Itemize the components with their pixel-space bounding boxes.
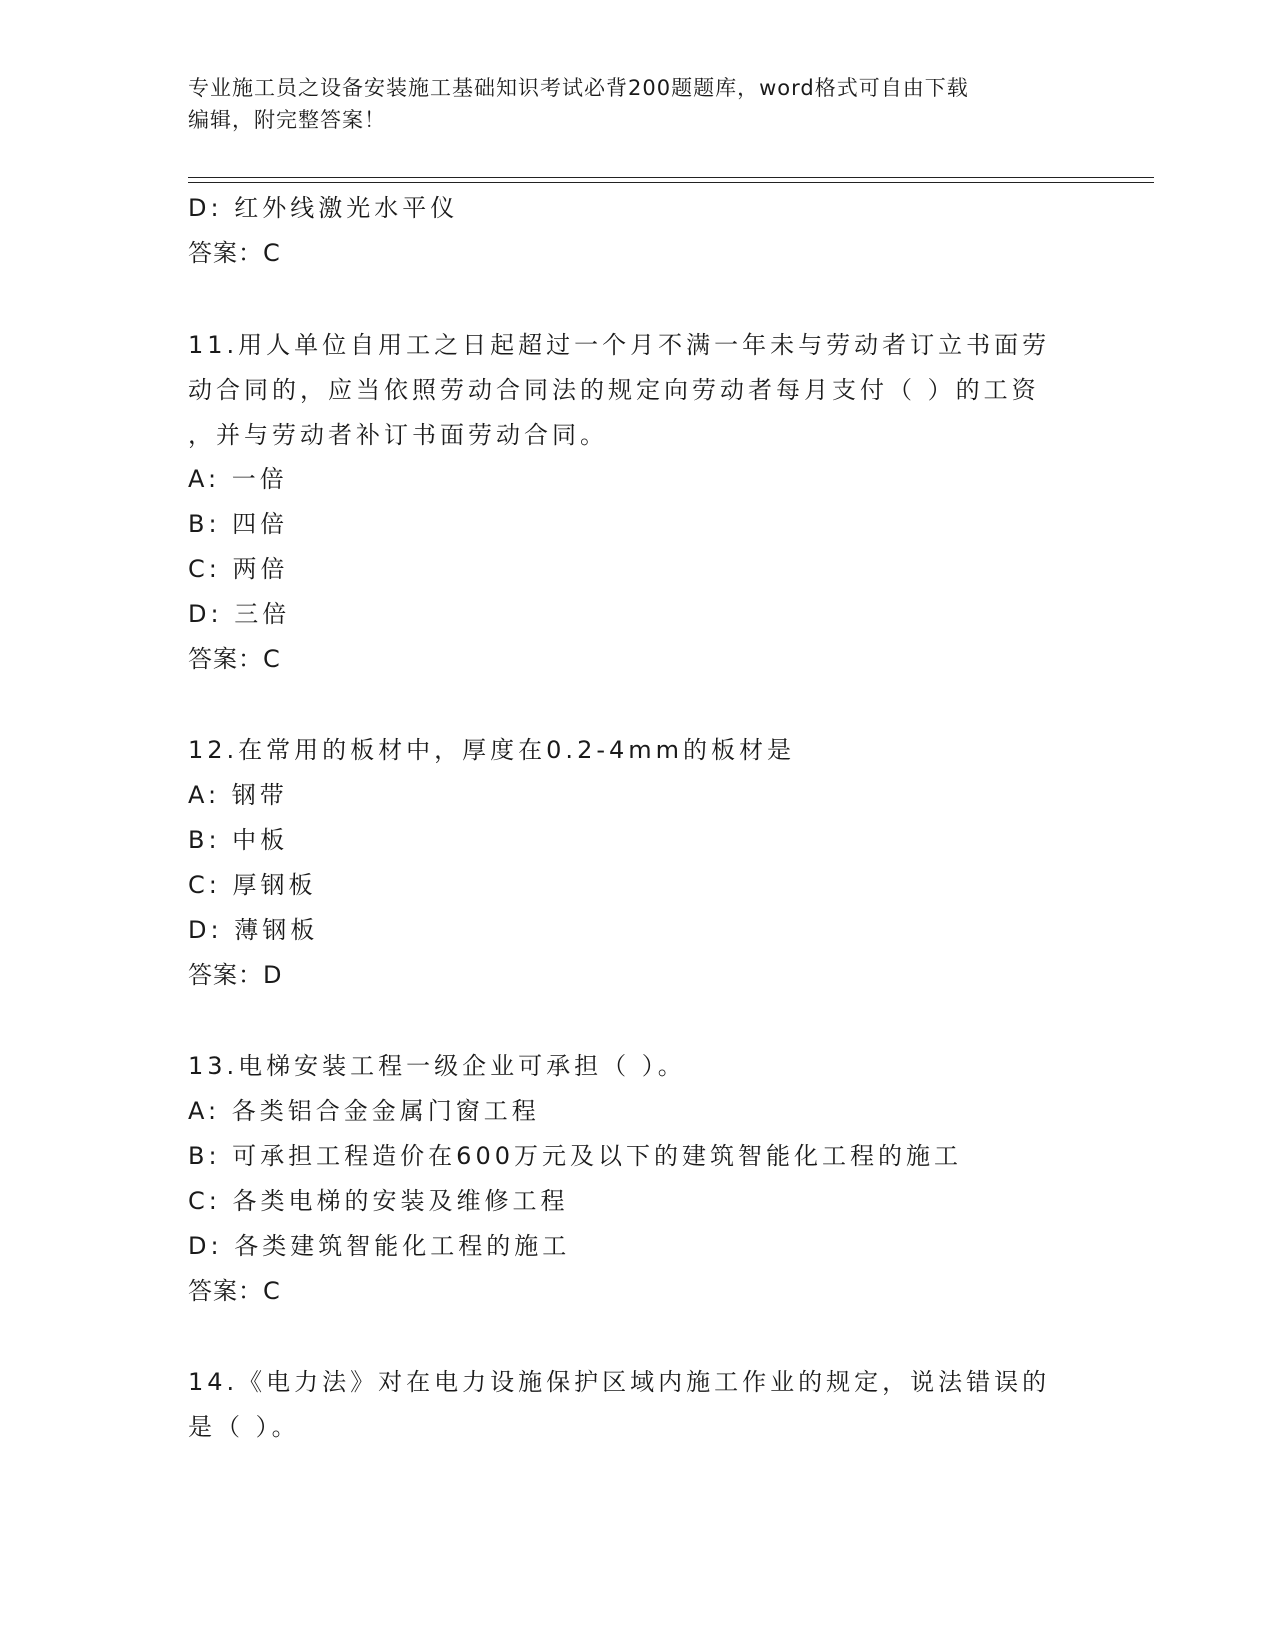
q14-question-line-2: 是（ ）。 xyxy=(188,1413,300,1441)
q10-option-d: D: 红外线激光水平仪 xyxy=(188,194,459,222)
q11-question-line-3: ，并与劳动者补订书面劳动合同。 xyxy=(188,421,608,449)
q12-option-a: A: 钢带 xyxy=(188,781,288,809)
q12-option-d: D: 薄钢板 xyxy=(188,916,319,944)
q11-option-c: C: 两倍 xyxy=(188,555,289,583)
q11-option-b: B: 四倍 xyxy=(188,510,289,538)
q13-option-b: B: 可承担工程造价在600万元及以下的建筑智能化工程的施工 xyxy=(188,1142,962,1170)
q14-question-line-1: 14.《电力法》对在电力设施保护区域内施工作业的规定，说法错误的 xyxy=(188,1368,1051,1396)
q11-option-a: A: 一倍 xyxy=(188,465,288,493)
q12-question: 12.在常用的板材中，厚度在0.2-4mm的板材是 xyxy=(188,736,796,764)
q11-option-d: D: 三倍 xyxy=(188,600,291,628)
document-header xyxy=(188,72,1088,136)
header-title-line-1: 专业施工员之设备安装施工基础知识考试必背200题题库，word格式可自由下载 xyxy=(188,76,969,100)
q11-question-line-1: 11.用人单位自用工之日起超过一个月不满一年未与劳动者订立书面劳 xyxy=(188,331,1051,359)
header-divider-bottom xyxy=(188,182,1154,183)
q13-answer: 答案：C xyxy=(188,1277,281,1305)
q11-answer: 答案：C xyxy=(188,645,281,673)
q10-answer: 答案：C xyxy=(188,239,281,267)
q12-answer: 答案：D xyxy=(188,961,283,989)
header-title-line-2: 编辑，附完整答案！ xyxy=(188,108,386,132)
q11-question-line-2: 动合同的，应当依照劳动合同法的规定向劳动者每月支付（ ）的工资 xyxy=(188,376,1040,404)
q13-option-a: A: 各类铝合金金属门窗工程 xyxy=(188,1097,540,1125)
header-divider-top xyxy=(188,177,1154,178)
q12-option-b: B: 中板 xyxy=(188,826,289,854)
q12-option-c: C: 厚钢板 xyxy=(188,871,317,899)
q13-question: 13.电梯安装工程一级企业可承担（ ）。 xyxy=(188,1052,686,1080)
q13-option-c: C: 各类电梯的安装及维修工程 xyxy=(188,1187,569,1215)
q13-option-d: D: 各类建筑智能化工程的施工 xyxy=(188,1232,571,1260)
